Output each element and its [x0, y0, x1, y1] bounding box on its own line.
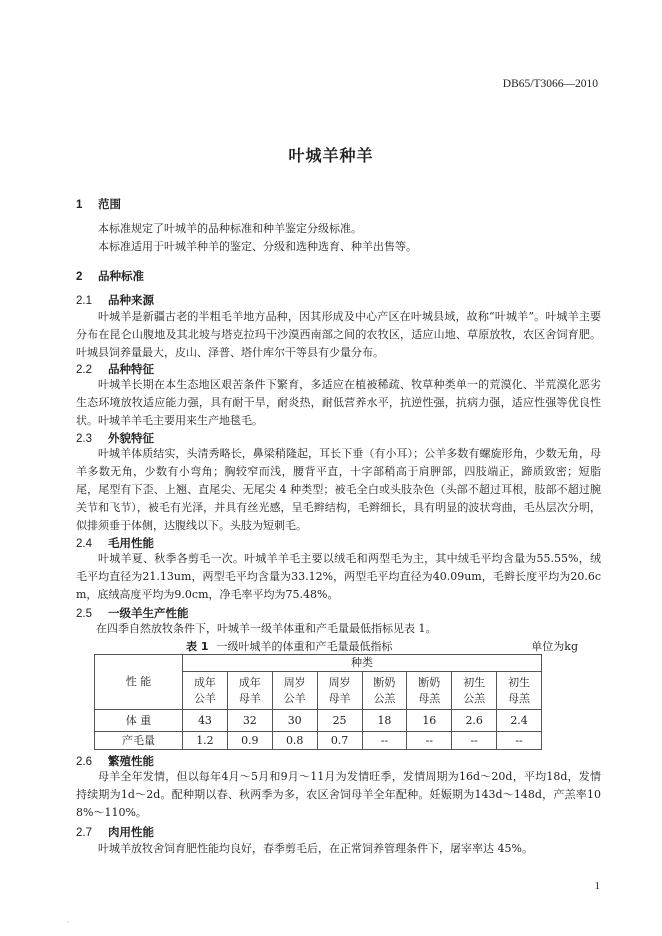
table-row [95, 710, 542, 732]
section-number: 2 [76, 271, 83, 283]
table-row [95, 732, 542, 750]
section-title: 品种特征 [108, 362, 154, 376]
table-cell: 30 [272, 710, 317, 732]
section-title: 一级羊生产性能 [108, 606, 189, 620]
section-1-heading [76, 196, 121, 212]
document-title: 叶城羊种羊 [288, 146, 374, 165]
column-header: 成年 公羊 [183, 672, 228, 710]
scan-mark: · [67, 918, 70, 927]
group-header-cell: 种类 [183, 655, 542, 672]
section-2-4-heading [76, 535, 154, 551]
table-unit: 单位为kg [531, 640, 578, 653]
table-cell: -- [362, 732, 407, 750]
section-title: 品种来源 [108, 293, 154, 307]
section-1-para-2: 本标准适用于叶城羊种羊的鉴定、分级和选种选育、种羊出售等。 [98, 240, 417, 253]
table-cell: 1.2 [183, 732, 228, 750]
table-cell: -- [452, 732, 497, 750]
section-number: 2.4 [76, 538, 92, 550]
section-number: 2.2 [76, 364, 92, 376]
data-table [94, 654, 542, 750]
table-cell: 18 [362, 710, 407, 732]
table-cell: 0.7 [317, 732, 362, 750]
section-2-6-heading [76, 753, 154, 769]
table-cell: -- [407, 732, 452, 750]
section-title: 品种标准 [98, 269, 144, 283]
table-cell: 16 [407, 710, 452, 732]
page-number: 1 [594, 880, 600, 892]
column-header: 周岁 母羊 [317, 672, 362, 710]
column-header: 初生 母羔 [497, 672, 542, 710]
row-label: 产毛量 [95, 732, 183, 750]
table-cell: -- [497, 732, 542, 750]
table-caption-label: 表 1 [186, 640, 209, 653]
section-number: 2.7 [76, 827, 92, 839]
section-2-1-heading [76, 292, 154, 308]
section-2-7-heading [76, 824, 154, 840]
row-header-cell: 性 能 [95, 655, 183, 710]
section-2-5-para: 在四季自然放牧条件下，叶城羊一级羊体重和产毛量最低指标见表 1。 [96, 622, 437, 635]
table-cell: 2.6 [452, 710, 497, 732]
table-caption [186, 638, 392, 654]
section-2-1-para: 叶城羊是新疆古老的半粗毛羊地方品种，因其形成及中心产区在叶城县域，故称“叶城羊”。叶城羊主要分布在昆仑山腹地及其北坡与塔克拉玛干沙漠西南部之间的农牧区，适应山地、草原放牧，农区舍饲育肥。叶城县饲养量最大，皮山、泽普、塔什库尔干等县有少量分布。 [76, 310, 601, 359]
section-2-7-para: 叶城羊放牧舍饲育肥性能均良好，春季剪毛后，在正常饲养管理条件下，屠宰率达 45%。 [98, 842, 533, 855]
column-header: 断奶 公羔 [362, 672, 407, 710]
section-number: 2.6 [76, 756, 92, 768]
table-cell: 0.8 [272, 732, 317, 750]
column-header: 成年 母羊 [227, 672, 272, 710]
table-cell: 0.9 [227, 732, 272, 750]
table-cell: 2.4 [497, 710, 542, 732]
section-2-2-heading [76, 361, 154, 377]
section-number: 1 [76, 199, 83, 211]
section-2-3-heading [76, 430, 154, 446]
section-title: 外貌特征 [108, 431, 154, 445]
column-header: 断奶 母羔 [407, 672, 452, 710]
section-2-5-heading [76, 605, 189, 621]
column-header: 周岁 公羊 [272, 672, 317, 710]
section-2-2-para: 叶城羊长期在本生态地区艰苦条件下繁育，多适应在植被稀疏、牧草种类单一的荒漠化、半荒漠化恶劣生态环境放牧适应能力强，具有耐干旱，耐炎热，耐低营养水平，抗逆性强，抗病力强，适应性强等优良性状。叶城羊羊毛主要用来生产地毯毛。 [76, 378, 601, 427]
section-2-4-para: 叶城羊夏、秋季各剪毛一次。叶城羊羊毛主要以绒毛和两型毛为主，其中绒毛平均含量为55.55%，绒毛平均直径为21.13um，两型毛平均含量为33.12%，两型毛平均直径为40.09um，毛辫长度平均为20.6cm，底绒高度平均为9.0cm，净毛率平均为75.48%。 [76, 552, 601, 601]
table-cell: 43 [183, 710, 228, 732]
section-title: 繁殖性能 [108, 754, 154, 768]
table-cell: 32 [227, 710, 272, 732]
section-1-para-1: 本标准规定了叶城羊的品种标准和种羊鉴定分级标准。 [98, 222, 362, 235]
table-caption-text: 一级叶城羊的体重和产毛量最低指标 [216, 640, 393, 653]
section-title: 肉用性能 [108, 825, 154, 839]
row-label: 体 重 [95, 710, 183, 732]
section-title: 毛用性能 [108, 536, 154, 550]
standard-number: DB65/T3066—2010 [502, 78, 598, 90]
section-2-6-para: 母羊全年发情，但以每年4月～5月和9月～11月为发情旺季，发情周期为16d～20d，平均18d，发情持续期为1d～2d。配种期以春、秋两季为多，农区舍饲母羊全年配种。妊娠期为143d～148d，产羔率108%～110%。 [76, 770, 601, 819]
section-2-heading [76, 268, 144, 284]
table-cell: 25 [317, 710, 362, 732]
section-title: 范围 [98, 197, 121, 211]
column-header: 初生 公羔 [452, 672, 497, 710]
section-number: 2.1 [76, 295, 92, 307]
section-number: 2.3 [76, 433, 92, 445]
section-2-3-para: 叶城羊体质结实，头清秀略长，鼻梁稍隆起，耳长下垂（有小耳）；公羊多数有螺旋形角，少数无角，母羊多数无角，少数有小弯角；胸较窄而浅，腰背平直，十字部稍高于肩胛部，四肢端正，蹄质致密；短脂尾，尾型有下歪、上翘、直尾尖、无尾尖 4 种类型；被毛全白或头肢杂色（头部不超过耳根，肢部不超过腕关节和飞节），被毛有光泽，并具有丝光感，呈毛辫结构，毛辫细长，具有明显的波状弯曲，毛丛层次分明，似排须垂于体侧，达腹线以下。头肢为短刺毛。 [76, 447, 601, 532]
section-number: 2.5 [76, 608, 92, 620]
